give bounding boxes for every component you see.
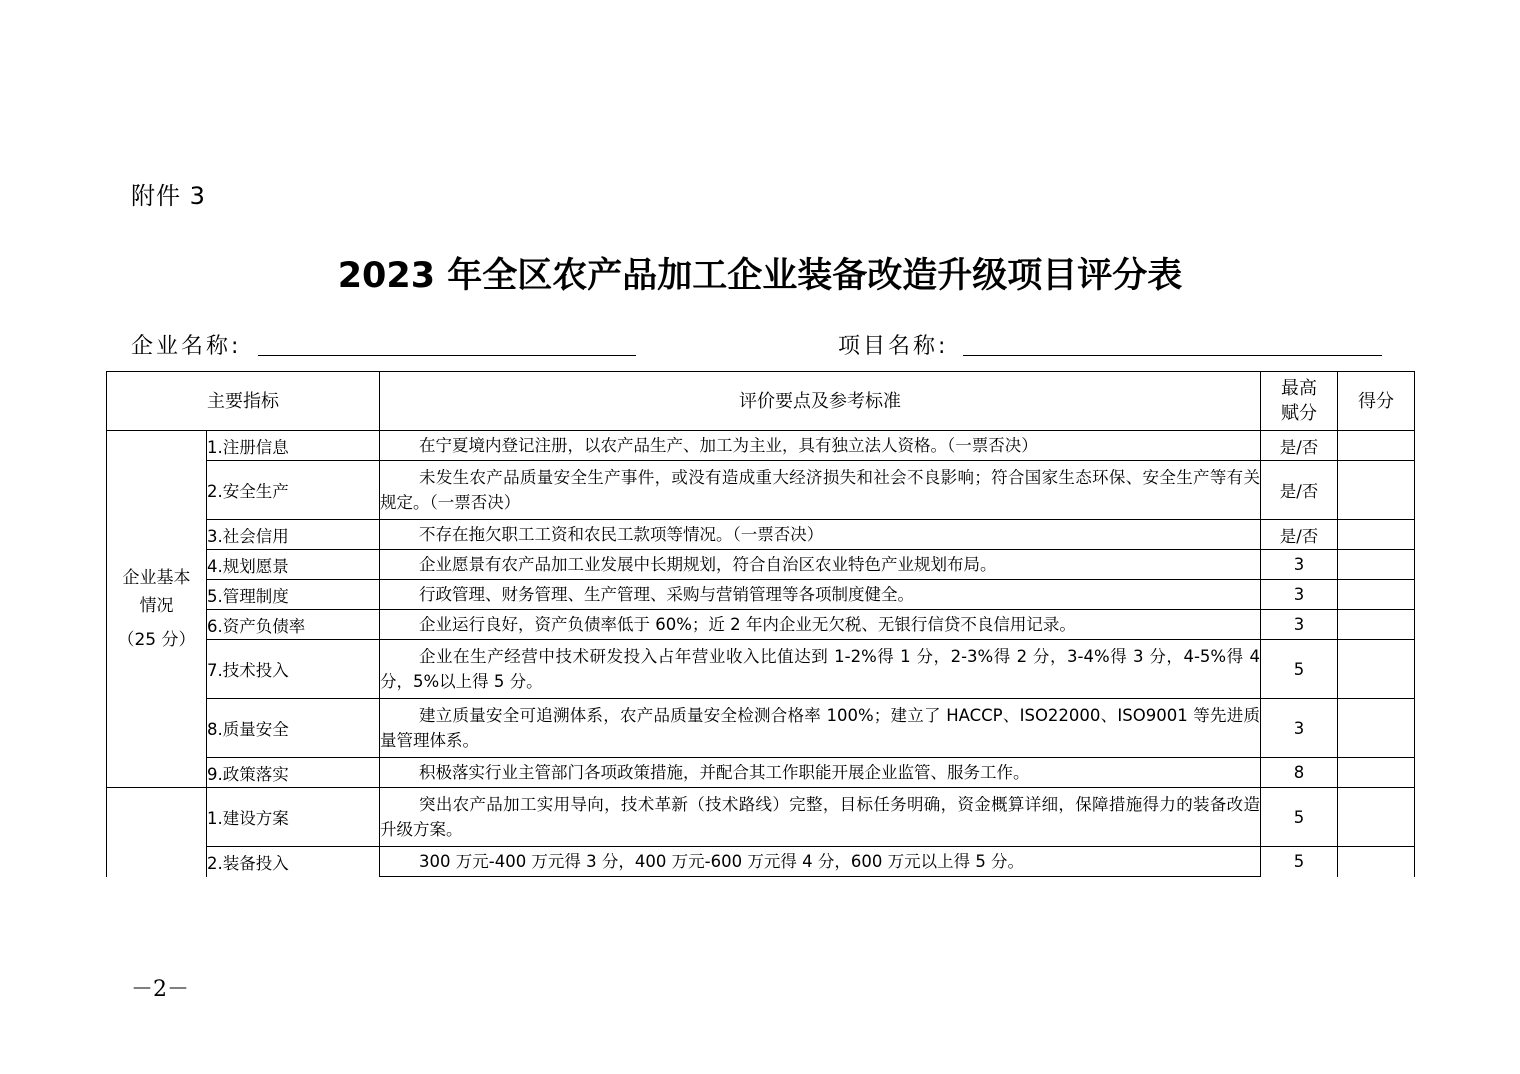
company-name-blank[interactable] (258, 355, 636, 356)
table-row (107, 580, 1415, 610)
score-input-cell[interactable] (1338, 580, 1415, 610)
standard-cell: 在宁夏境内登记注册，以农产品生产、加工为主业，具有独立法人资格。（一票否决） (380, 431, 1261, 461)
table-row (107, 640, 1415, 699)
indicator-cell: 6.资产负债率 (207, 610, 380, 640)
indicator-cell: 2.装备投入 (207, 847, 380, 877)
table-row (107, 461, 1415, 520)
project-name-label: 项目名称: (838, 334, 949, 359)
standard-cell: 300 万元-400 万元得 3 分，400 万元-600 万元得 4 分，600 万元以上得 5 分。 (380, 847, 1261, 877)
project-name-blank[interactable] (963, 355, 1382, 356)
max-score-cell: 是/否 (1261, 461, 1338, 520)
scoring-table (106, 371, 1415, 877)
indicator-cell: 8.质量安全 (207, 699, 380, 758)
table-row (107, 431, 1415, 461)
indicator-cell: 5.管理制度 (207, 580, 380, 610)
score-input-cell[interactable] (1338, 788, 1415, 847)
max-score-cell: 3 (1261, 580, 1338, 610)
table-row (107, 520, 1415, 550)
max-score-cell: 5 (1261, 640, 1338, 699)
max-score-cell: 是/否 (1261, 431, 1338, 461)
max-score-cell: 3 (1261, 550, 1338, 580)
standard-cell: 不存在拖欠职工工资和农民工款项等情况。（一票否决） (380, 520, 1261, 550)
standard-cell: 未发生农产品质量安全生产事件，或没有造成重大经济损失和社会不良影响；符合国家生态环保、安全生产等有关规定。（一票否决） (380, 461, 1261, 520)
score-input-cell[interactable] (1338, 431, 1415, 461)
max-score-cell: 5 (1261, 847, 1338, 877)
header-max-score (1261, 372, 1338, 431)
page-number: －2－ (131, 977, 189, 1002)
standard-cell: 行政管理、财务管理、生产管理、采购与营销管理等各项制度健全。 (380, 580, 1261, 610)
max-score-cell: 3 (1261, 699, 1338, 758)
standard-cell: 企业运行良好，资产负债率低于 60%；近 2 年内企业无欠税、无银行信贷不良信用记录。 (380, 610, 1261, 640)
table-row (107, 847, 1415, 877)
score-input-cell[interactable] (1338, 520, 1415, 550)
score-input-cell[interactable] (1338, 550, 1415, 580)
category-line2: 情况 (139, 596, 174, 616)
document-title: 2023 年全区农产品加工企业装备改造升级项目评分表 (337, 256, 1183, 296)
score-input-cell[interactable] (1338, 640, 1415, 699)
indicator-cell: 3.社会信用 (207, 520, 380, 550)
standard-cell: 企业在生产经营中技术研发投入占年营业收入比值达到 1-2%得 1 分，2-3%得 2 分，3-4%得 3 分，4-5%得 4 分，5%以上得 5 分。 (380, 640, 1261, 699)
header-max-score-line1: 最高 (1281, 378, 1317, 399)
score-input-cell[interactable] (1338, 461, 1415, 520)
standard-cell: 积极落实行业主管部门各项政策措施，并配合其工作职能开展企业监管、服务工作。 (380, 758, 1261, 788)
score-input-cell[interactable] (1338, 610, 1415, 640)
max-score-cell: 是/否 (1261, 520, 1338, 550)
score-input-cell[interactable] (1338, 699, 1415, 758)
indicator-cell: 1.建设方案 (207, 788, 380, 847)
table-header-row (107, 372, 1415, 431)
header-score: 得分 (1338, 372, 1415, 431)
company-name-label: 企业名称: (131, 334, 242, 359)
indicator-cell: 4.规划愿景 (207, 550, 380, 580)
score-input-cell[interactable] (1338, 847, 1415, 877)
category-line1: 企业基本 (122, 568, 191, 588)
table-row (107, 788, 1415, 847)
annex-label: 附件 3 (131, 182, 206, 210)
header-indicator: 主要指标 (107, 372, 380, 431)
table-row (107, 610, 1415, 640)
standard-cell: 建立质量安全可追溯体系，农产品质量安全检测合格率 100%；建立了 HACCP、ISO22000、ISO9001 等先进质量管理体系。 (380, 699, 1261, 758)
max-score-cell: 3 (1261, 610, 1338, 640)
standard-cell: 企业愿景有农产品加工业发展中长期规划，符合自治区农业特色产业规划布局。 (380, 550, 1261, 580)
header-standard: 评价要点及参考标准 (380, 372, 1261, 431)
standard-cell: 突出农产品加工实用导向，技术革新（技术路线）完整，目标任务明确，资金概算详细，保障措施得力的装备改造升级方案。 (380, 788, 1261, 847)
table-row (107, 758, 1415, 788)
indicator-cell: 9.政策落实 (207, 758, 380, 788)
table-row (107, 699, 1415, 758)
category-line3: （25 分） (117, 630, 196, 650)
indicator-cell: 1.注册信息 (207, 431, 380, 461)
category-equipment (107, 788, 207, 877)
indicator-cell: 2.安全生产 (207, 461, 380, 520)
category-basic-info (107, 431, 207, 788)
indicator-cell: 7.技术投入 (207, 640, 380, 699)
header-max-score-line2: 赋分 (1281, 403, 1317, 424)
max-score-cell: 5 (1261, 788, 1338, 847)
max-score-cell: 8 (1261, 758, 1338, 788)
table-row (107, 550, 1415, 580)
score-input-cell[interactable] (1338, 758, 1415, 788)
